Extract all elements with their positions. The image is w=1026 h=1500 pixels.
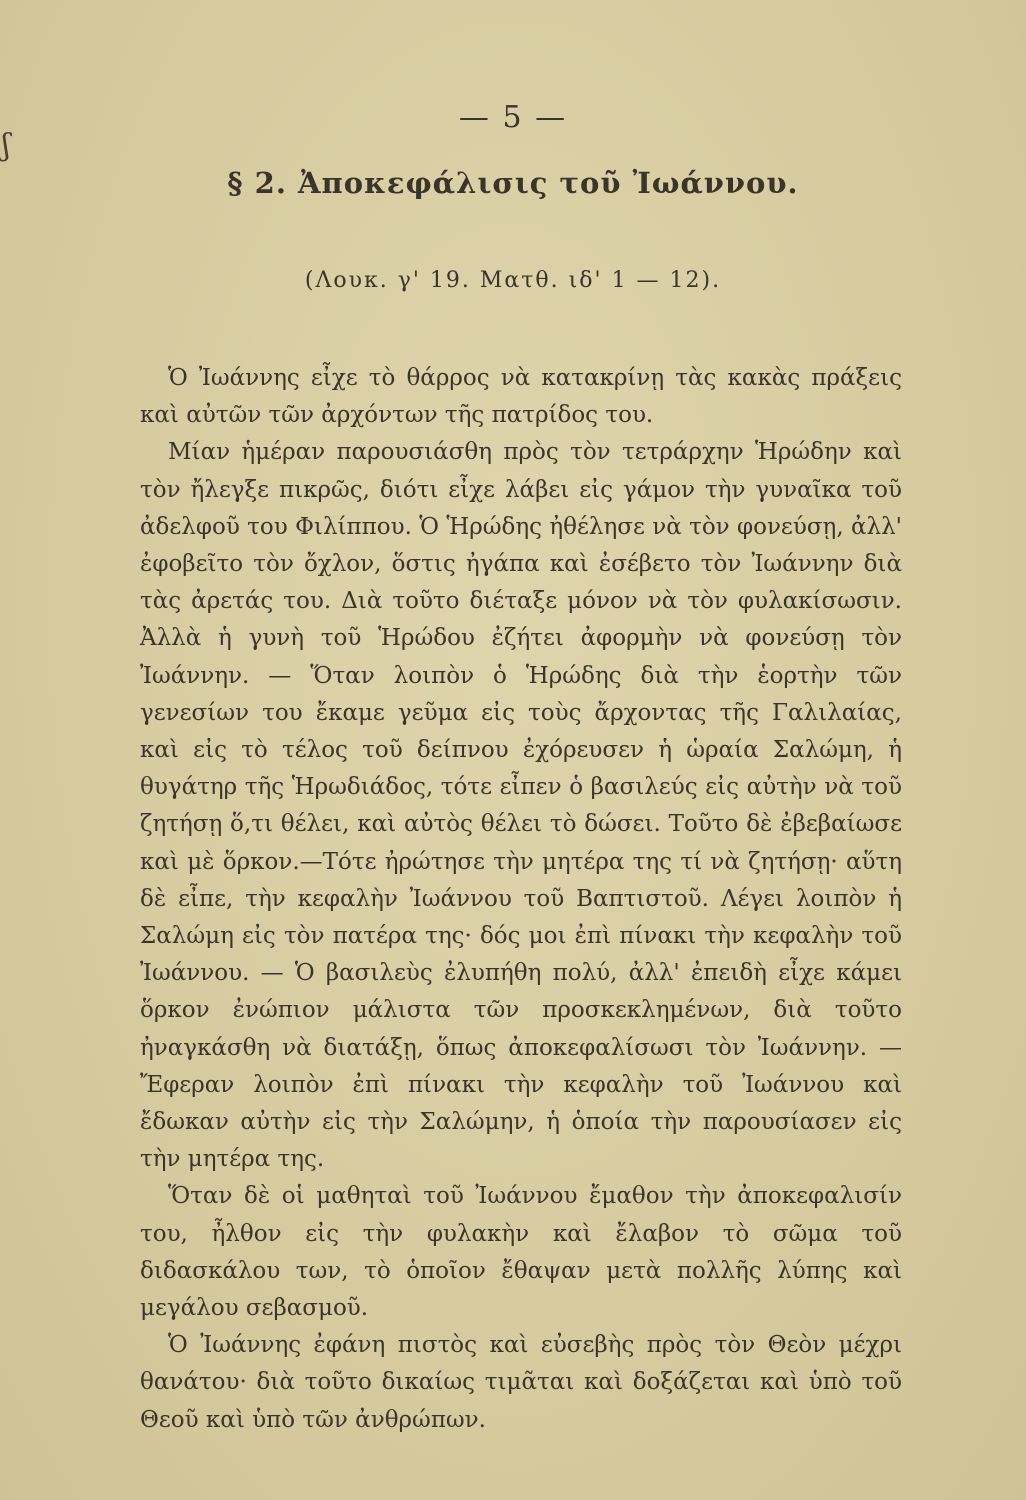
section-heading: § 2. Ἀποκεφάλισις τοῦ Ἰωάννου.	[227, 166, 799, 200]
paragraph: Ὁ Ἰωάννης ἐφάνη πιστὸς καὶ εὐσεβὴς πρὸς τὸν Θεὸν μέχρι θανάτου· διὰ τοῦτο δικαίως τιμᾶται καὶ δοξάζεται καὶ ὑπὸ τοῦ Θεοῦ καὶ ὑπὸ τῶν ἀνθρώπων.	[140, 1332, 902, 1433]
margin-pencil-mark: ʃ	[2, 128, 11, 163]
paragraph: Μίαν ἡμέραν παρουσιάσθη πρὸς τὸν τετράρχην Ἡρώδην καὶ τὸν ἤλεγξε πικρῶς, διότι εἶχε λάβει εἰς γάμον τὴν γυναῖκα τοῦ ἀδελφοῦ του Φιλίππου. Ὁ Ἡρώδης ἠθέλησε νὰ τὸν φονεύσῃ, ἀλλ' ἐφοβεῖτο τὸν ὄχλον, ὅστις ἠγάπα καὶ ἐσέβετο τὸν Ἰωάννην διὰ τὰς ἀρετάς του. Διὰ τοῦτο διέταξε μόνον νὰ τὸν φυλακίσωσιν. Ἀλλὰ ἡ γυνὴ τοῦ Ἡρώδου ἐζήτει ἀφορμὴν νὰ φονεύσῃ τὸν Ἰωάννην. — Ὅταν λοιπὸν ὁ Ἡρώδης διὰ τὴν ἑορτὴν τῶν γενεσίων του ἔκαμε γεῦμα εἰς τοὺς ἄρχοντας τῆς Γαλιλαίας, καὶ εἰς τὸ τέλος τοῦ δείπνου ἐχόρευσεν ἡ ὡραία Σαλώμη, ἡ θυγάτηρ τῆς Ἡρωδιάδος, τότε εἶπεν ὁ βασιλεύς εἰς αὐτὴν νὰ τοῦ ζητήσῃ ὅ,τι θέλει, καὶ αὐτὸς θέλει τὸ δώσει. Τοῦτο δὲ ἐβεβαίωσε καὶ μὲ ὅρκον.—Τότε ἠρώτησε τὴν μητέρα της τί νὰ ζητήσῃ· αὕτη δὲ εἶπε, τὴν κεφαλὴν Ἰωάννου τοῦ Βαπτιστοῦ. Λέγει λοιπὸν ἡ Σαλώμη εἰς τὸν πατέρα της· δός μοι ἐπὶ πίνακι τὴν κεφαλὴν τοῦ Ἰωάννου. — Ὁ βασιλεὺς ἐλυπήθη πολύ, ἀλλ' ἐπειδὴ εἶχε κάμει ὅρκον ἐνώπιον μάλιστα τῶν προσκεκλημένων, διὰ τοῦτο ἠναγκάσθη νὰ διατάξῃ, ὅπως ἀποκεφαλίσωσι τὸν Ἰωάννην. — Ἔφεραν λοιπὸν ἐπὶ πίνακι τὴν κεφαλὴν τοῦ Ἰωάννου καὶ ἔδωκαν αὐτὴν εἰς τὴν Σαλώμην, ἡ ὁποία τὴν παρουσίασεν εἰς τὴν μητέρα της.	[140, 439, 902, 1173]
paragraph: Ὅταν δὲ οἱ μαθηταὶ τοῦ Ἰωάννου ἔμαθον τὴν ἀποκεφαλισίν του, ἦλθον εἰς τὴν φυλακὴν καὶ ἔλαβον τὸ σῶμα τοῦ διδασκάλου των, τὸ ὁποῖον ἔθαψαν μετὰ πολλῆς λύπης καὶ μεγάλου σεβασμοῦ.	[140, 1183, 902, 1322]
page-number: — 5 —	[458, 100, 568, 135]
body-text	[140, 360, 902, 1439]
paragraph: Ὁ Ἰωάννης εἶχε τὸ θάρρος νὰ κατακρίνῃ τὰς κακὰς πράξεις καὶ αὐτῶν τῶν ἀρχόντων τῆς πατρίδος του.	[140, 365, 902, 429]
scripture-reference: (Λουκ. γ' 19. Ματθ. ιδ' 1 — 12).	[304, 268, 722, 293]
